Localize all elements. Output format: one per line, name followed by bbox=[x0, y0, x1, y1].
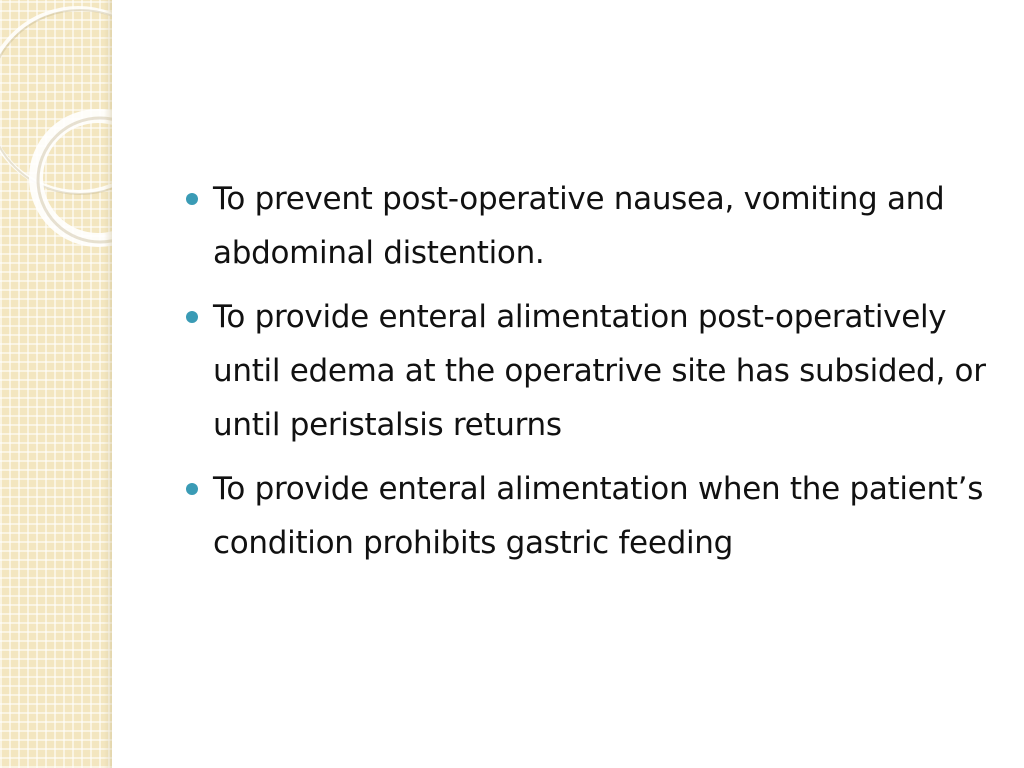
bullet-text: To prevent post-operative nausea, vomiting and abdominal distention. bbox=[213, 181, 945, 271]
decorative-circles bbox=[0, 0, 112, 260]
sidebar-edge-shadow bbox=[104, 0, 112, 768]
bullet-dot-icon bbox=[186, 193, 198, 205]
bullet-dot-icon bbox=[186, 311, 198, 323]
bullet-item bbox=[183, 290, 993, 452]
bullet-item bbox=[183, 172, 993, 280]
bullet-item bbox=[183, 462, 993, 570]
bullet-list bbox=[183, 172, 993, 570]
slide-content bbox=[183, 172, 993, 580]
small-ring bbox=[36, 116, 112, 240]
bullet-dot-icon bbox=[186, 483, 198, 495]
bullet-text: To provide enteral alimentation post-operatively until edema at the operatrive site has subsided, or until peristalsis returns bbox=[213, 299, 986, 443]
decorative-sidebar bbox=[0, 0, 112, 768]
bullet-text: To provide enteral alimentation when the patient’s condition prohibits gastric feeding bbox=[213, 471, 984, 561]
